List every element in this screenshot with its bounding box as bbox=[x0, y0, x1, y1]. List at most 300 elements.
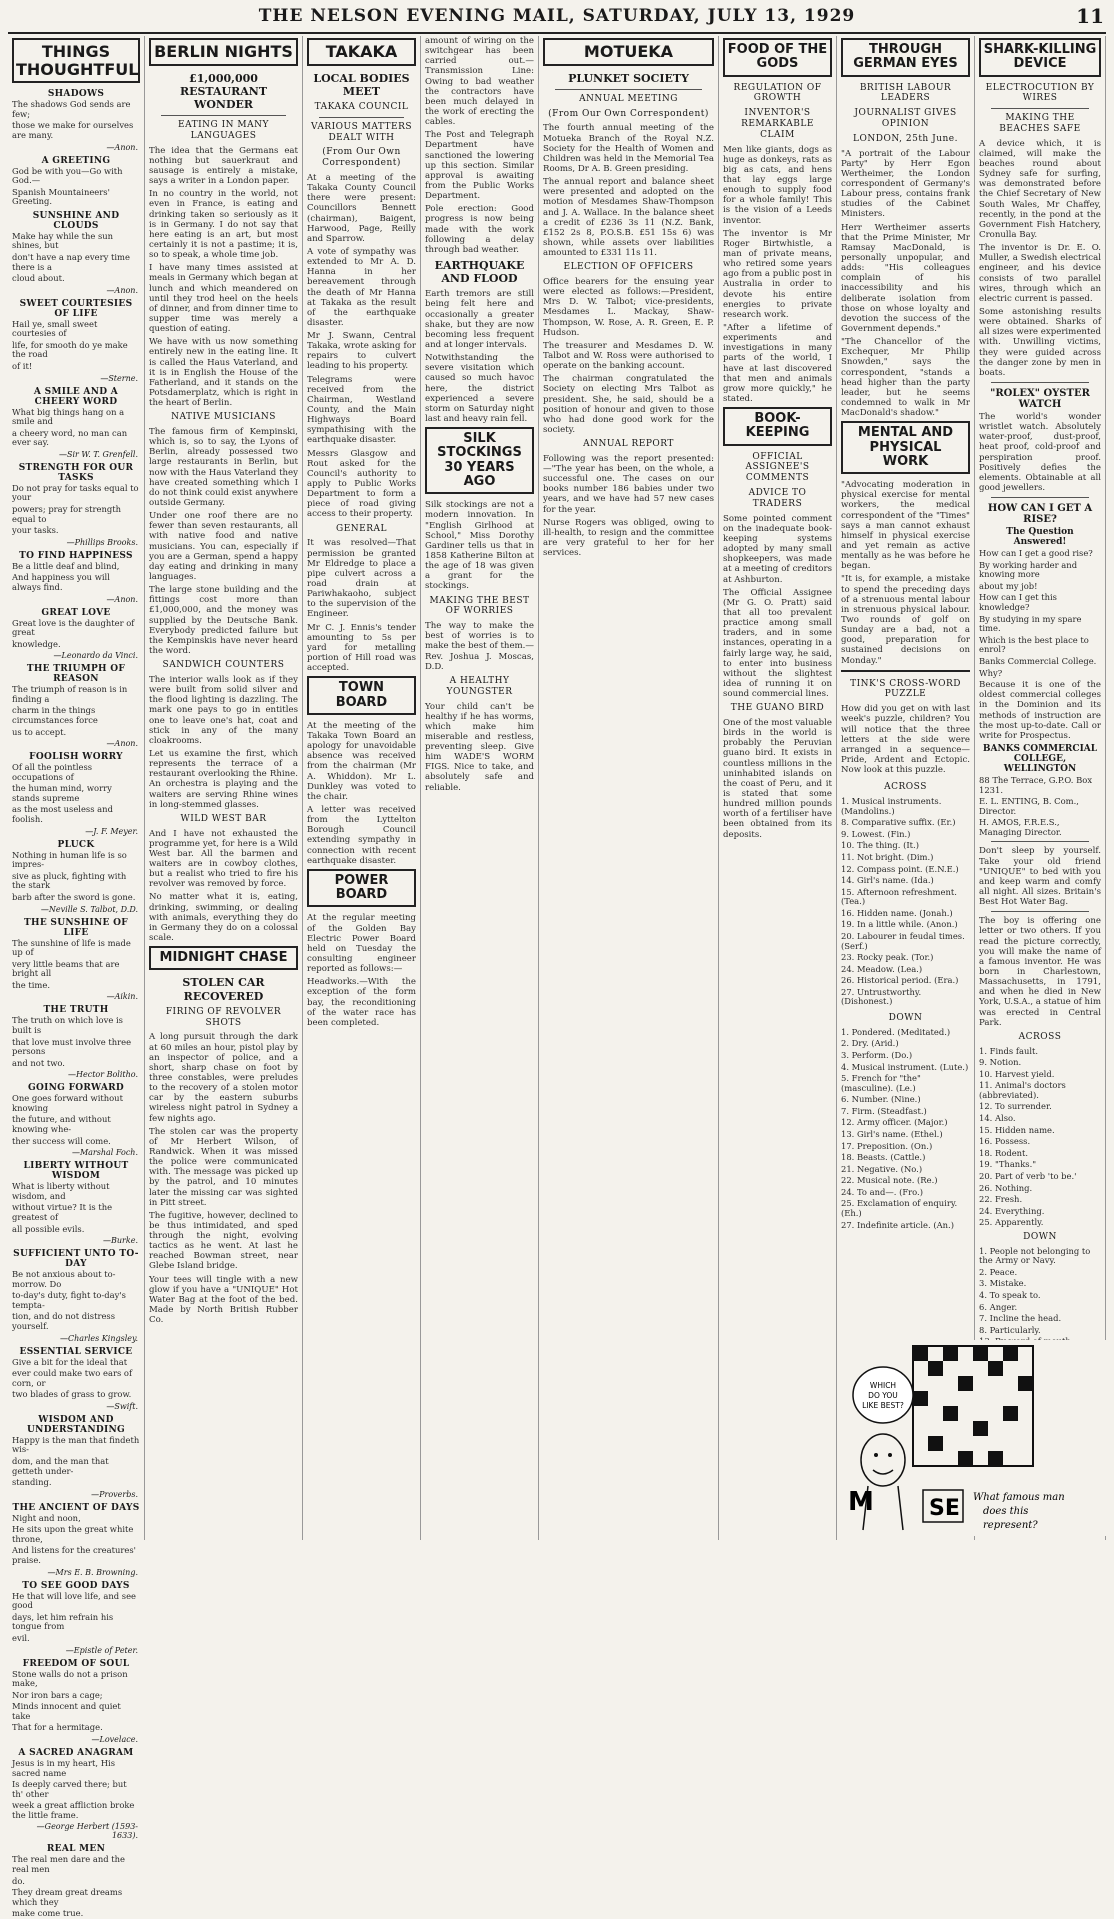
list-line: 12. Army officer. (Major.) bbox=[841, 1117, 948, 1128]
paragraph: amount of wiring on the switchgear has been carried out.—Transmission Line: Owing to bad weather the contractors have been much delayed in the work of erecting the cables. bbox=[425, 36, 534, 128]
list-line: 21. Negative. (No.) bbox=[841, 1163, 923, 1174]
article-body bbox=[425, 36, 534, 255]
article-kicker: ADVICE TO TRADERS bbox=[748, 488, 807, 509]
quote-line: Of all the pointless occupations of bbox=[12, 762, 93, 782]
paragraph: Messrs Glasgow and Rout asked for the Council's authority to apply to Public Works Department to form a piece of road giving access to their property. bbox=[307, 448, 416, 520]
picture-puzzle-text: The boy is offering one letter or two others. If you read the picture correctly, you will make the name of a famous inventor. He was born in Charlestown, Massachusetts, in 1791, and when he died in New York, U.S.A., a statue of him was erected in Central Park. bbox=[979, 916, 1101, 1028]
quote-line: tion, and do not distress yourself. bbox=[12, 1311, 116, 1331]
paragraph: Nurse Rogers was obliged, owing to ill-health, to resign and the committee are very grateful to her for her services. bbox=[543, 517, 714, 559]
list-line: 20. Part of verb 'to be.' bbox=[979, 1170, 1077, 1181]
paragraph: We have with us now something entirely new in the eating line. It is called the Haus Vaterland, and it is in English the House of the Fatherland, and it stands on the Potsdamerplatz, which is right in the heart of Berlin. bbox=[149, 337, 298, 409]
quote-line: the future, and without knowing whe- bbox=[12, 1114, 111, 1135]
quote-line: dom, and the man that getteth under- bbox=[12, 1456, 109, 1476]
quote-line: That for a hermitage. bbox=[12, 1722, 103, 1733]
speech-bubble bbox=[853, 1367, 913, 1423]
list-line: 10. The thing. (It.) bbox=[841, 840, 919, 851]
divider bbox=[991, 382, 1089, 383]
list-line: By studying in my spare time. bbox=[979, 613, 1082, 634]
paragraph: Your tees will tingle with a new glow if you have a "UNIQUE" Hot Water Bag at the foot of the bed. Made by North British Rubber Co. bbox=[149, 1274, 298, 1326]
list-line: Banks Commercial College. bbox=[979, 655, 1097, 666]
quote-author: —Marshal Foch. bbox=[71, 1148, 138, 1158]
quote-author: —Sterne. bbox=[100, 373, 138, 383]
article-subheading: THE GUANO BIRD bbox=[730, 703, 825, 714]
quote-line: Great love is the daughter of great bbox=[12, 617, 135, 638]
quote-author: —Charles Kingsley. bbox=[59, 1333, 138, 1343]
paragraph: It was resolved—That permission be granted Mr Eldredge to place a pipe culvert across a road drain at Pariwhakaoho, subject to the supervision of the Engineer. bbox=[307, 538, 416, 620]
quote-line: Stone walls do not a prison make, bbox=[12, 1668, 128, 1689]
quote-line: make come true. bbox=[12, 1908, 84, 1919]
quote-line: life, for smooth do ye make the road bbox=[12, 339, 128, 360]
section-subhead: SANDWICH COUNTERS bbox=[162, 660, 285, 671]
article-subheading: STOLEN CAR RECOVERED bbox=[182, 976, 265, 1003]
across-label: ACROSS bbox=[884, 782, 927, 793]
article-body bbox=[149, 675, 298, 810]
list-line: 26. Historical period. (Era.) bbox=[841, 975, 959, 986]
article-body bbox=[723, 514, 832, 700]
list-line: about my job! bbox=[979, 580, 1038, 591]
article-body bbox=[149, 829, 298, 944]
paragraph: The idea that the Germans eat nothing but sauerkraut and sausage is entirely a mistake, says a writer in a London paper. bbox=[149, 145, 298, 187]
quote-author: —Phillips Brooks. bbox=[66, 537, 138, 547]
quote-title: A SMILE AND A CHEERY WORD bbox=[33, 386, 119, 407]
column-through-german-eyes bbox=[837, 36, 975, 1540]
list-line: 18. Beasts. (Cattle.) bbox=[841, 1152, 926, 1163]
list-line: 9. Lowest. (Fin.) bbox=[841, 828, 911, 839]
quote-line: Make hay while the sun shines, but bbox=[12, 230, 114, 251]
column-shark-killing-device bbox=[975, 36, 1106, 1540]
quote-line: The real men dare and the real men bbox=[12, 1854, 125, 1875]
paragraph: The inventor is Dr. E. O. Muller, a Swedish electrical engineer, and his device consists of two parallel wires, through which an electric current is passed. bbox=[979, 243, 1101, 304]
quote-title: SHADOWS bbox=[47, 89, 105, 100]
quote-line: evil. bbox=[12, 1632, 30, 1643]
list-line: 9. Notion. bbox=[979, 1057, 1022, 1068]
paragraph: Your child can't be healthy if he has worms, which make him miserable and restless, preventing sleep. Give him WADE'S WORM FIGS. Nice to take, and absolutely safe and reliable. bbox=[425, 701, 534, 793]
quote-text: The way to make the best of worries is to make the best of them.—Rev. Joshua J. Moscas, D.D. bbox=[425, 621, 534, 672]
article-subheading: MAKING THE BEST OF WORRIES bbox=[429, 595, 530, 617]
paragraph: Notwithstanding the severe visitation which caused so much havoc here, the district experienced a severe storm on Saturday night last and heavy rain fell. bbox=[425, 353, 534, 425]
quote-author: —Epistle of Peter. bbox=[65, 1645, 138, 1655]
list-line: 4. To speak to. bbox=[979, 1289, 1041, 1300]
quote-line: the time. bbox=[12, 979, 50, 990]
page-number: 11 bbox=[1076, 4, 1104, 28]
paragraph: The stolen car was the property of Mr Herbert Wilson, of Randwick. When it was missed the police were communicated with. The message was picked up by the patrol, and 10 minutes later the missing car was sighted in Pitt street. bbox=[149, 1126, 298, 1208]
quote-line: The truth on which love is built is bbox=[12, 1015, 123, 1035]
crossword-cartoon bbox=[843, 1340, 1108, 1536]
quote-author: —George Herbert (1593-1633). bbox=[36, 1822, 138, 1841]
dateline: (From Our Own Correspondent) bbox=[548, 108, 709, 119]
list-line: 7. Firm. (Steadfast.) bbox=[841, 1105, 927, 1116]
list-line: 16. Possess. bbox=[979, 1136, 1031, 1147]
quote-title: SWEET COURTESIES OF LIFE bbox=[19, 298, 133, 319]
paragraph: At the meeting of the Takaka Town Board an apology for unavoidable absence was received from the chairman (Mr A. Whiddon). Mr L. Dunkley was voted to the chair. bbox=[307, 720, 416, 802]
down-clues bbox=[841, 1028, 970, 1230]
quote-line: powers; pray for strength equal to bbox=[12, 504, 122, 524]
article-body bbox=[543, 123, 714, 258]
list-line: How can I get a good rise? bbox=[979, 548, 1093, 559]
divider bbox=[991, 497, 1089, 498]
handwritten-note-2: does this bbox=[983, 1506, 1029, 1517]
quote-line: don't have a nap every time there is a bbox=[12, 251, 130, 272]
paragraph: One of the most valuable birds in the world is probably the Peruvian guano bird. It exists in countless millions in the uninhabited islands on the coast of Peru, and it is stated that some hundred million pounds worth of a fertiliser have been obtained from its deposits. bbox=[723, 718, 832, 840]
down-label: DOWN bbox=[888, 1013, 923, 1024]
article-heading: FOOD OF THE GODS bbox=[723, 38, 832, 77]
dateline: (From Our Own Correspondent) bbox=[322, 147, 401, 169]
quote-line: standing. bbox=[12, 1477, 52, 1488]
paragraph: "A portrait of the Labour Party" by Herr Egon Wertheimer, the London correspondent of Germany's Labour press, contains frank studies of the Cabinet Ministers. bbox=[841, 148, 970, 220]
paragraph: Some astonishing results were obtained. Sharks of all sizes were experimented with. Unwilling victims, they were guided across the danger zone by men in boats. bbox=[979, 307, 1101, 378]
article-kicker: FIRING OF REVOLVER SHOTS bbox=[165, 1006, 282, 1028]
column-motueka bbox=[539, 36, 719, 1540]
article-kicker: MAKING THE BEACHES SAFE bbox=[999, 113, 1081, 134]
quote-line: Happy is the man that findeth wis- bbox=[12, 1434, 140, 1455]
divider bbox=[161, 115, 286, 116]
quote-line: do. bbox=[12, 1875, 25, 1886]
quote-author: —J. F. Meyer. bbox=[85, 826, 138, 836]
quote-title: TO FIND HAPPINESS bbox=[19, 550, 133, 561]
list-line: 13. Girl's name. (Ethel.) bbox=[841, 1129, 943, 1140]
paragraph: Pole erection: Good progress is now being made with the work following a delay through bad weather. bbox=[425, 204, 534, 255]
paragraph: The annual report and balance sheet were presented and adopted on the motion of Mesdames Shaw-Thompson and J. A. Wallace. In the balance sheet a credit of £236 3s 11 (N.Z. Bank, £152 2s 8, P.O.S.B. £51 15s 6) was shown, while assets over liabilities amounted to £331 11s 11. bbox=[543, 177, 714, 259]
article-body bbox=[723, 718, 832, 840]
quote-line: of it! bbox=[12, 361, 33, 372]
divider bbox=[555, 89, 702, 90]
paragraph: Mr J. Swann, Central Takaka, wrote asking for repairs to culvert leading to his property. bbox=[307, 331, 416, 372]
quote-title: THE ANCIENT OF DAYS bbox=[12, 1502, 140, 1513]
list-line: By working harder and knowing more bbox=[979, 559, 1078, 580]
quote-title: ESSENTIAL SERVICE bbox=[19, 1346, 133, 1357]
article-body bbox=[307, 913, 416, 1028]
quote-title: TO SEE GOOD DAYS bbox=[22, 1580, 130, 1591]
list-line: Why? bbox=[979, 667, 1003, 678]
paragraph: Following was the report presented:—"The year has been, on the whole, a successful one. The cases on our books number 186 babies under two years, and we have had 57 new cases for the year. bbox=[543, 453, 714, 515]
handwritten-note: What famous man bbox=[973, 1492, 1065, 1503]
section-subhead: ELECTION OF OFFICERS bbox=[563, 262, 694, 273]
cartoon-letter-left: M bbox=[848, 1487, 874, 1517]
list-line: How can I get this knowledge? bbox=[979, 592, 1057, 613]
quote-title: THE TRIUMPH OF REASON bbox=[26, 664, 126, 685]
quote-title: GREAT LOVE bbox=[41, 607, 111, 618]
quote-line: cloud about. bbox=[12, 273, 65, 284]
article-kicker: EATING IN MANY LANGUAGES bbox=[178, 120, 269, 141]
list-line: 23. Rocky peak. (Tor.) bbox=[841, 952, 934, 963]
list-line: 3. Mistake. bbox=[979, 1278, 1027, 1289]
list-line: 11. Animal's doctors (abbreviated). bbox=[979, 1080, 1066, 1100]
paragraph: Herr Wertheimer asserts that the Prime Minister, Mr Ramsay MacDonald, is personally unpopular, and adds: "His colleagues complain of his inaccessibility and his deliberate isolation from those on whose loyalty and devotion the success of the Government depends." bbox=[841, 222, 970, 334]
article-subheading: PLUNKET SOCIETY bbox=[568, 71, 689, 85]
quote-line: God be with you—Go with God.— bbox=[12, 165, 123, 186]
quote-line: Be a little deaf and blind, bbox=[12, 560, 120, 571]
quote-title: THE TRUTH bbox=[43, 1005, 109, 1016]
paragraph: "The Chancellor of the Exchequer, Mr Philip Snowden," says the correspondent, "stands a head higher than the party leader, but he seems condemned to walk in Mr MacDonald's shadow." bbox=[841, 337, 970, 419]
quote-line: that love must involve three persons bbox=[12, 1036, 132, 1057]
list-line: 24. Meadow. (Lea.) bbox=[841, 963, 923, 974]
article-body bbox=[841, 149, 970, 419]
quote-author: —Leonardo da Vinci. bbox=[53, 651, 138, 661]
quote-line: And listens for the creatures' praise. bbox=[12, 1545, 136, 1566]
article-body bbox=[149, 427, 298, 656]
quote-title: FREEDOM OF SOUL bbox=[22, 1658, 130, 1669]
quote-line: Minds innocent and quiet take bbox=[12, 1701, 121, 1721]
quote-title: GOING FORWARD bbox=[28, 1083, 124, 1094]
paragraph: Headworks.—With the exception of the form bay, the reconditioning of the water race has been completed. bbox=[307, 977, 416, 1028]
quote-line: two blades of grass to grow. bbox=[12, 1389, 132, 1400]
quote-title: THE SUNSHINE OF LIFE bbox=[24, 917, 128, 938]
section-subhead: EARTHQUAKE AND FLOOD bbox=[434, 258, 525, 286]
college-ad-lines bbox=[979, 549, 1101, 678]
article-body bbox=[425, 289, 534, 424]
quote-line: Is deeply carved there; but th' other bbox=[12, 1779, 127, 1799]
paragraph: The Official Assignee (Mr G. O. Pratt) said that all too prevalent practice among small traders, and in some instances, operating in a fairly large way, he said, to enter into business without the slightest idea of running it on sound commercial lines. bbox=[723, 587, 832, 700]
list-line: 19. "Thanks." bbox=[979, 1159, 1037, 1170]
paragraph: Mr C. J. Ennis's tender amounting to 5s per yard for metalling portion of Hill road was accepted. bbox=[307, 622, 416, 674]
quote-title: REAL MEN bbox=[46, 1844, 106, 1855]
list-line: 7. Incline the head. bbox=[979, 1313, 1062, 1324]
across-clues bbox=[979, 1047, 1101, 1228]
column-things-thoughtful bbox=[8, 36, 145, 1919]
paragraph: A long pursuit through the dark at 60 miles an hour, pistol play by an inspector of police, and a short, sharp chase on foot by three constables, were preludes to the recovery of a stolen motor car by the eastern suburbs wireless night patrol in Sydney a few nights ago. bbox=[149, 1032, 298, 1124]
list-line: 24. Everything. bbox=[979, 1205, 1045, 1216]
quote-line: The shadows God sends are few; bbox=[12, 99, 131, 119]
article-subheading: LOCAL BODIES MEET bbox=[313, 71, 410, 98]
article-subheading: A HEALTHY YOUNGSTER bbox=[446, 675, 513, 697]
quote-line: Hail ye, small sweet courtesies of bbox=[12, 318, 98, 339]
crossword-intro: How did you get on with last week's puzzle, children? You will notice that the three letters at the side were arranged in a sequence—Pride, Ardent and Ectopic. Now look at this puzzle. bbox=[841, 704, 970, 776]
list-line: 11. Not bright. (Dim.) bbox=[841, 851, 934, 862]
quote-author: —Proverbs. bbox=[91, 1489, 138, 1499]
paragraph: Office bearers for the ensuing year were elected as follows:—President, Mrs D. W. Talbot; vice-presidents, Mesdames L. Mackay, Shaw-Thompson, W. Rose, A. R. Green, E. P. Hudson. bbox=[543, 277, 714, 338]
quote-title: A SACRED ANAGRAM bbox=[18, 1748, 134, 1758]
across-clues bbox=[841, 797, 970, 1007]
article-heading: BOOK-KEEPING bbox=[723, 407, 832, 446]
list-line: 25. Exclamation of enquiry. (Eh.) bbox=[841, 1198, 958, 1219]
divider bbox=[991, 841, 1089, 842]
list-line: 12. Compass point. (E.N.E.) bbox=[841, 863, 959, 874]
article-subheading: £1,000,000 RESTAURANT WONDER bbox=[179, 71, 268, 111]
article-heading: MENTAL AND PHYSICAL WORK bbox=[841, 421, 970, 474]
paragraph: In no country in the world, not even in France, is eating and drinking taken so seriously as it is in Germany. I do not say that here eating is an art, but most certainly it is not a pastime; it is, so to speak, a whole time job. bbox=[149, 189, 298, 261]
handwritten-note-3: represent? bbox=[983, 1520, 1038, 1531]
quote-line: and not two. bbox=[12, 1057, 65, 1068]
quote-line: sive as pluck, fighting with the stark bbox=[12, 870, 127, 891]
quote-line: without virtue? It is the greatest of bbox=[12, 1202, 113, 1222]
paragraph: The fugitive, however, declined to be thus intimidated, and sped through the night, evolving tactics as he went. At last he reached Bowman street, near Glebe Island bridge. bbox=[149, 1210, 298, 1272]
article-heading: THROUGH GERMAN EYES bbox=[841, 38, 970, 77]
paragraph: Let us examine the first, which represents the terrace of a restaurant overlooking the Rhine. An orchestra is playing and the waiters are serving Rhine wines in long-stemmed glasses. bbox=[149, 748, 298, 810]
article-kicker: TAKAKA COUNCIL bbox=[314, 101, 409, 112]
paragraph: A vote of sympathy was extended to Mr A. D. Hanna in her bereavement through the death of Mr Hanna at Takaka as the result of the earthquake disaster. bbox=[307, 246, 416, 328]
quote-author: —Neville S. Talbot, D.D. bbox=[40, 904, 138, 914]
quote-line: Jesus is in my heart, His sacred name bbox=[12, 1758, 115, 1778]
article-kicker: INVENTOR'S REMARKABLE CLAIM bbox=[741, 108, 814, 140]
quotes-list bbox=[12, 89, 140, 1919]
article-body bbox=[723, 145, 832, 405]
quote-title: PLUCK bbox=[57, 839, 95, 850]
quote-line: very little beams that are bright all bbox=[12, 958, 120, 979]
list-line: 15. Hidden name. bbox=[979, 1124, 1055, 1135]
list-line: Which is the best place to enrol? bbox=[979, 634, 1089, 655]
list-line: 8. Comparative suffix. (Er.) bbox=[841, 817, 956, 828]
quote-author: —Mrs E. B. Browning. bbox=[47, 1567, 138, 1577]
quote-line: days, let him refrain his tongue from bbox=[12, 1611, 114, 1632]
speech-bubble-line3: LIKE BEST? bbox=[862, 1401, 904, 1410]
rolex-ad-title: "ROLEX" OYSTER WATCH bbox=[990, 388, 1090, 411]
quote-author: —Aikin. bbox=[106, 992, 138, 1002]
rolex-ad-text: The world's wonder wristlet watch. Absolutely water-proof, dust-proof, heat proof, cold-proof and perspiration proof. Positively defies the elements. Obtainable at all good jewellers. bbox=[979, 412, 1101, 493]
article-heading: POWER BOARD bbox=[307, 869, 416, 908]
list-line: 24. To and—. (Fro.) bbox=[841, 1186, 923, 1197]
list-line: 22. Fresh. bbox=[979, 1194, 1023, 1205]
paragraph: The large stone building and the fittings cost more than £1,000,000, and the money was supplied by the Deutsche Bank. Everybody predicted failure but the Kempinskis have never heard the word. bbox=[149, 585, 298, 657]
paragraph: The Post and Telegraph Department have sanctioned the lowering up this section. Similar approval is awaiting from the Public Works Department. bbox=[425, 130, 534, 202]
quote-line: a cheery word, no man can ever say. bbox=[12, 427, 128, 448]
quote-author: —Hector Bolitho. bbox=[68, 1070, 138, 1080]
paragraph: The chairman congratulated the Society on electing Mrs Talbot as president. She, he said, should be a position of honour and given to those who had done good work for the society. bbox=[543, 374, 714, 435]
article-body bbox=[307, 538, 416, 673]
article-body bbox=[841, 480, 970, 666]
quote-author: —Lovelace. bbox=[91, 1735, 138, 1744]
paragraph: "Advocating moderation in physical exercise for mental workers, the medical correspondent of the "Times" says a man cannot exhaust himself in physical exercise and yet remain as active mentally as he was before he began. bbox=[841, 480, 970, 572]
paragraph: The inventor is Mr Roger Birtwhistle, a man of private means, who retired some years ago from a public post in Australia in order to devote his entire energies to private research work. bbox=[723, 228, 832, 320]
column-berlin-nights bbox=[145, 36, 303, 1540]
paragraph: At a meeting of the Takaka County Council there were present: Councillors Bennett (chairman), Baigent, Harwood, Page, Reilly and Sparrow. bbox=[307, 172, 416, 244]
hot-water-bag-ad: Don't sleep by yourself. Take your old friend "UNIQUE" to bed with you and keep warm and comfy all night. All sizes. Britain's Best Hot Water Bag. bbox=[979, 846, 1101, 908]
article-body bbox=[425, 702, 534, 793]
paragraph: The fourth annual meeting of the Motueka Branch of the Royal N.Z. Society for the Health of Women and Children was held in the Memorial Tea Rooms, Dr A. B. Green presiding. bbox=[543, 123, 714, 174]
college-name: BANKS COMMERCIAL COLLEGE, WELLINGTON bbox=[982, 743, 1098, 774]
article-heading: TOWN BOARD bbox=[307, 676, 416, 715]
quote-line: He that will love life, and see good bbox=[12, 1590, 136, 1611]
speech-bubble-line2: DO YOU bbox=[868, 1391, 898, 1400]
quote-line: They dream great dreams which they bbox=[12, 1887, 123, 1907]
paragraph: The treasurer and Mesdames D. W. Talbot and W. Ross were authorised to operate on the banking account. bbox=[543, 340, 714, 372]
paragraph: Men like giants, dogs as huge as donkeys, rats as big as cats, and hens that lay eggs large enough to supply food for a whole family! This is the vision of a Leeds inventor. bbox=[723, 144, 832, 226]
quote-line: Nothing in human life is so impres- bbox=[12, 849, 127, 870]
article-body bbox=[543, 277, 714, 435]
section-subhead: ANNUAL REPORT bbox=[583, 439, 674, 450]
paragraph: Under one roof there are no fewer than seven restaurants, all with native food and native musicians. You can, especially if you are a German, spend a happy day eating and drinking in many languages. bbox=[149, 511, 298, 583]
column-takaka-continued bbox=[421, 36, 539, 1540]
article-kicker: ANNUAL MEETING bbox=[579, 93, 678, 104]
list-line: 15. Afternoon refreshment. (Tea.) bbox=[841, 886, 957, 907]
quote-line: knowledge. bbox=[12, 638, 61, 649]
article-body bbox=[543, 454, 714, 558]
divider bbox=[991, 911, 1089, 912]
quote-line: The triumph of reason is in finding a bbox=[12, 684, 128, 704]
article-kicker: JOURNALIST GIVES OPINION bbox=[854, 108, 957, 129]
quote-line: Nor iron bars a cage; bbox=[12, 1689, 103, 1700]
section-subhead: WILD WEST BAR bbox=[180, 813, 267, 824]
crossword-title: TINK'S CROSS-WORD PUZZLE bbox=[850, 678, 961, 700]
crossword-section bbox=[841, 670, 970, 1231]
paragraph: "After a lifetime of experiments and investigations in many parts of the world, I have at last discovered that men and animals grow more quickly," he stated. bbox=[723, 322, 832, 404]
paragraph: Telegrams were received from the Chairman, Westland County, and the Main Highways Board sympathising with the earthquake disaster. bbox=[307, 374, 416, 446]
quote-line: Give a bit for the ideal that bbox=[12, 1356, 128, 1367]
quote-line: all possible evils. bbox=[12, 1223, 85, 1234]
list-line: 26. Nothing. bbox=[979, 1182, 1033, 1193]
paragraph: "It is, for example, a mistake to spend the preceding days of a strenuous mental labour in strenuous physical labour. Two rounds of golf on Sunday are a bad, not a good, preparation for sustained decisions on Monday." bbox=[841, 574, 970, 666]
article-subheading: REGULATION OF GROWTH bbox=[733, 82, 822, 104]
list-line: 16. Hidden name. (Jonah.) bbox=[841, 907, 953, 918]
article-body bbox=[307, 173, 416, 520]
paragraph: Earth tremors are still being felt here and occasionally a greater shake, but they are now becoming less frequent and at longer intervals. bbox=[425, 289, 534, 351]
divider bbox=[991, 108, 1089, 109]
article-body bbox=[307, 721, 416, 866]
quote-line: ever could make two ears of corn, or bbox=[12, 1368, 133, 1388]
list-line: 2. Dry. (Arid.) bbox=[841, 1038, 899, 1049]
list-line: 2. Peace. bbox=[979, 1266, 1018, 1277]
quote-line: week a great affliction broke the little frame. bbox=[12, 1800, 135, 1820]
quote-title: FOOLISH WORRY bbox=[29, 752, 123, 763]
speech-bubble-line1: WHICH bbox=[869, 1381, 897, 1390]
paragraph: A device which, it is claimed, will make the beaches round about Sydney safe for surfing, was demonstrated before the Chief Secretary of New South Wales, Mr Chaffey, recently, in the pond at the Government Fish Hatchery, Cronulla Bay. bbox=[979, 138, 1101, 241]
quote-title: LIBERTY WITHOUT WISDOM bbox=[23, 1161, 129, 1182]
quote-author: —Anon. bbox=[106, 285, 138, 295]
article-body bbox=[149, 146, 298, 409]
college-managing-director: H. AMOS, F.R.E.S., Managing Director. bbox=[979, 817, 1062, 837]
article-kicker: VARIOUS MATTERS DEALT WITH bbox=[310, 121, 413, 143]
list-line: 10. Harvest yield. bbox=[979, 1068, 1055, 1079]
list-line: 12. To surrender. bbox=[979, 1101, 1052, 1112]
quote-line: One goes forward without knowing bbox=[12, 1093, 123, 1113]
paragraph: Silk stockings are not a modern innovation. In "English Girlhood at School," Miss Dorothy Gardiner tells us that in 1858 Katherine Bilton at the age of 18 was given a grant for the stockings. bbox=[425, 500, 534, 592]
article-subheading: OFFICIAL ASSIGNEE'S COMMENTS bbox=[745, 451, 810, 484]
divider bbox=[319, 117, 404, 118]
quote-line: to-day's duty, fight to-day's tempta- bbox=[12, 1290, 126, 1310]
list-line: 8. Particularly. bbox=[979, 1324, 1041, 1335]
article-heading: BERLIN NIGHTS bbox=[149, 38, 298, 66]
quote-title: SUFFICIENT UNTO TO-DAY bbox=[13, 1249, 139, 1270]
paragraph: Some pointed comment on the inadequate book-keeping systems adopted by many small shopkeepers, was made at a meeting of creditors at Ashburton. bbox=[723, 513, 832, 585]
paragraph: And I have not exhausted the programme yet, for here is a Wild West bar. All the barmen and waiters are in cowboy clothes, but a realist who tried to fire his revolver was removed by force. bbox=[149, 828, 298, 890]
article-subheading: BRITISH LABOUR LEADERS bbox=[859, 82, 952, 104]
article-heading: TAKAKA bbox=[307, 38, 416, 66]
section-heading: THINGS THOUGHTFUL bbox=[12, 38, 140, 83]
column-takaka bbox=[303, 36, 421, 1540]
crossword-clues bbox=[841, 778, 970, 1009]
list-line: 6. Number. (Nine.) bbox=[841, 1094, 921, 1105]
college-director: E. L. ENTING, B. Com., Director. bbox=[979, 796, 1079, 816]
quote-author: —Swift. bbox=[106, 1401, 138, 1411]
quote-line: He sits upon the great white throne, bbox=[12, 1524, 134, 1544]
quote-title: SUNSHINE AND CLOUDS bbox=[32, 210, 120, 231]
quote-line: ther success will come. bbox=[12, 1135, 111, 1146]
article-subheading: ELECTROCUTION BY WIRES bbox=[985, 82, 1095, 104]
quote-line: us to accept. bbox=[12, 726, 67, 737]
article-heading: SHARK-KILLING DEVICE bbox=[979, 38, 1101, 77]
paragraph: At the regular meeting of the Golden Bay Electric Power Board held on Tuesday the consulting engineer reported as follows:— bbox=[307, 913, 416, 975]
list-line: 25. Apparently. bbox=[979, 1217, 1044, 1228]
list-line: 1. Finds fault. bbox=[979, 1045, 1039, 1056]
list-line: 19. In a little while. (Anon.) bbox=[841, 919, 958, 930]
column-food-of-the-gods bbox=[719, 36, 837, 1540]
cartoon-letters-right: SE bbox=[929, 1496, 960, 1521]
list-line: 14. Also. bbox=[979, 1113, 1016, 1124]
article-body bbox=[979, 139, 1101, 378]
masthead-title: THE NELSON EVENING MAIL, SATURDAY, JULY 13, 1929 bbox=[258, 6, 856, 26]
quote-line: Be not anxious about to-morrow. Do bbox=[12, 1269, 116, 1289]
article-heading: SILK STOCKINGS 30 YEARS AGO bbox=[425, 427, 534, 494]
list-line: 27. Indefinite article. (An.) bbox=[841, 1219, 954, 1230]
section-subhead: GENERAL bbox=[336, 523, 387, 534]
list-line: 17. Preposition. (On.) bbox=[841, 1140, 933, 1151]
paragraph: The interior walls look as if they were built from solid silver and the flood lighting is dazzling. The mark one pays to go in entitles one to leave one's hat, coat and stick in any of the many cloakrooms. bbox=[149, 674, 298, 746]
article-heading: MIDNIGHT CHASE bbox=[149, 946, 298, 970]
quote-line: barb after the sword is gone. bbox=[12, 891, 136, 902]
list-line: 4. Musical instrument. (Lute.) bbox=[841, 1061, 969, 1072]
list-line: 22. Musical note. (Re.) bbox=[841, 1175, 938, 1186]
quote-author: —Anon. bbox=[106, 142, 138, 152]
list-line: 14. Girl's name. (Ida.) bbox=[841, 875, 934, 886]
